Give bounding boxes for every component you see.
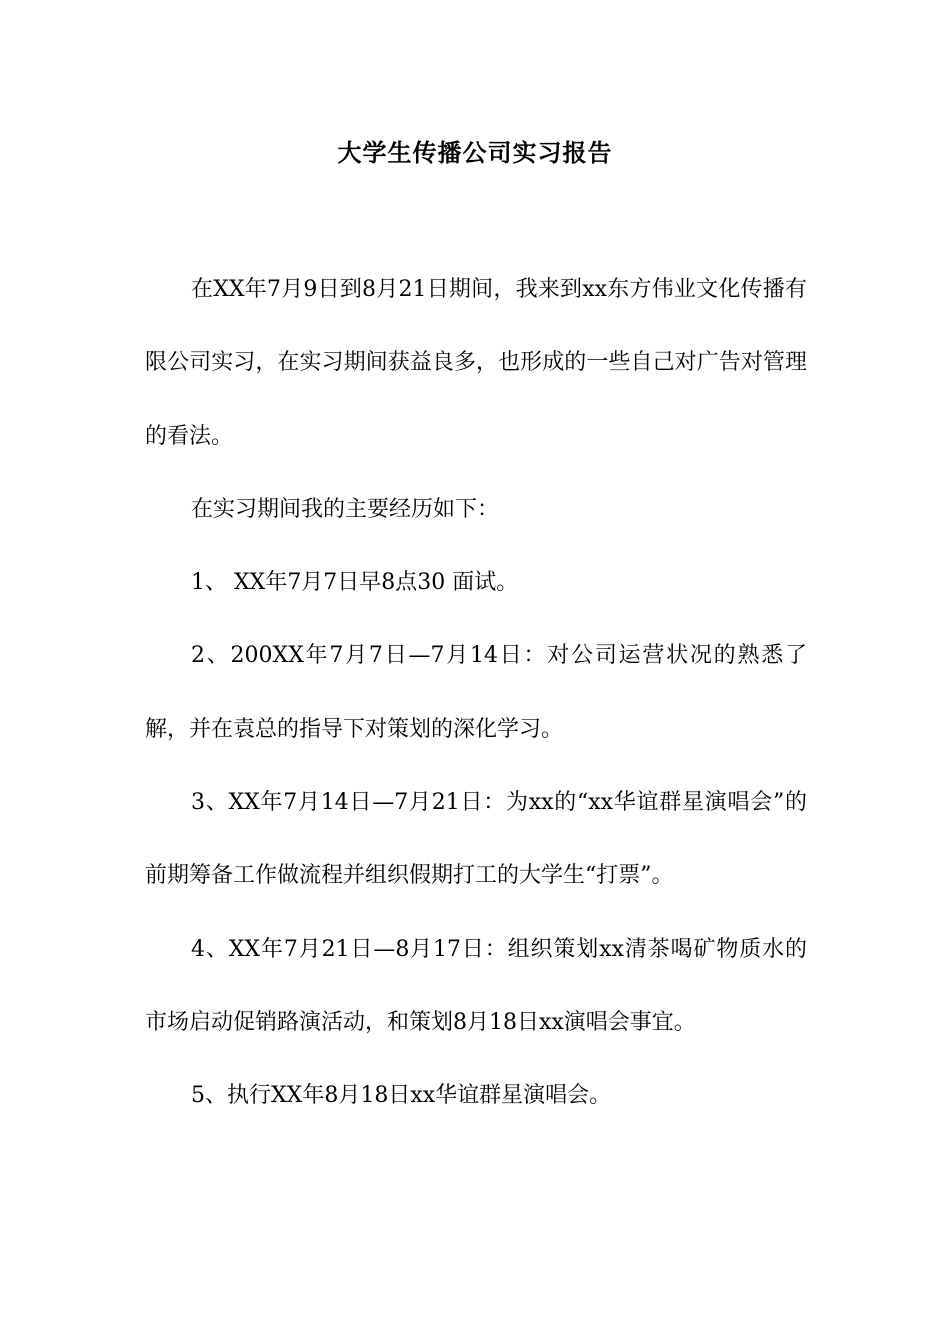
paragraph-item-2: 2、200XX年7月7日—7月14日：对公司运营状况的熟悉了解，并在袁总的指导下对策划的深化学习。 <box>145 643 807 742</box>
paragraph-item-3: 3、XX年7月14日—7月21日：为xx的“xx华谊群星演唱会”的前期筹备工作做流程并组织假期打工的大学生“打票”。 <box>145 790 807 889</box>
paragraph-item-5: 5、执行XX年8月18日xx华谊群星演唱会。 <box>191 1083 612 1109</box>
paragraph-item-4: 4、XX年7月21日—8月17日：组织策划xx清茶喝矿物质水的市场启动促销路演活动，和策划8月18日xx演唱会事宜。 <box>145 936 807 1035</box>
document-title: 大学生传播公司实习报告 <box>337 138 613 167</box>
paragraph-item-1: 1、 XX年7月7日早8点30 面试。 <box>191 570 519 596</box>
paragraph-intro: 在XX年7月9日到8月21日期间，我来到xx东方伟业文化传播有限公司实习，在实习期间获益良多，也形成的一些自己对广告对管理的看法。 <box>145 277 807 449</box>
document-body <box>145 253 807 1133</box>
paragraph-experience-heading: 在实习期间我的主要经历如下： <box>191 496 500 522</box>
